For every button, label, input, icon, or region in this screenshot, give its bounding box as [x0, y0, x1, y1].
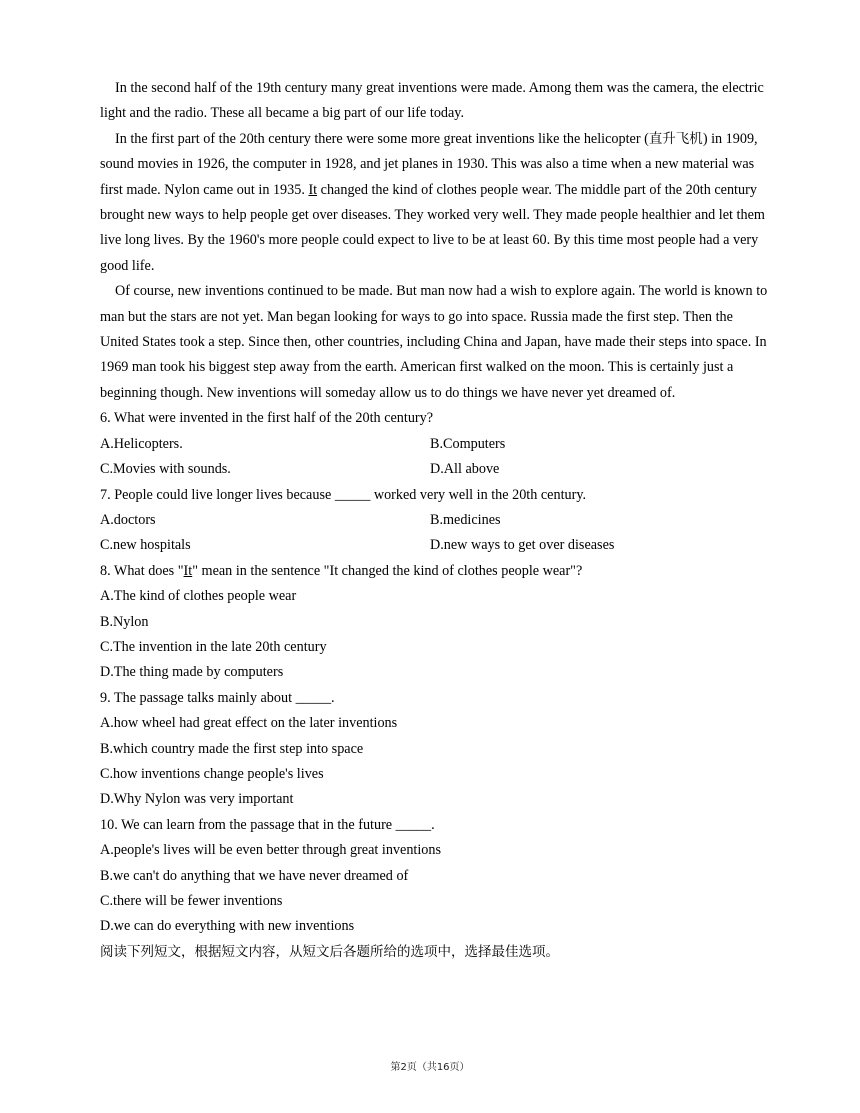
- passage-paragraph-1: In the second half of the 19th century many great inventions were made. Among them was the camera, the electric light and the radio. These all became a big part of our life today.: [100, 80, 764, 122]
- option-a: A.Helicopters.: [100, 435, 183, 452]
- page-footer: 第2页（共16页）: [390, 1062, 470, 1073]
- option-a: A.The kind of clothes people wear: [100, 588, 297, 605]
- question-6-options-row-2: [100, 457, 768, 482]
- option-a: A.doctors: [100, 511, 156, 528]
- underlined-word: It: [308, 181, 318, 198]
- question-text: " mean in the sentence "It changed the kind of clothes people wear"?: [192, 562, 583, 579]
- question-10-stem: 10. We can learn from the passage that in the future _____.: [100, 816, 435, 833]
- question-7-options-row-2: [100, 533, 768, 558]
- question-8-stem: [100, 559, 768, 584]
- question-7-options-row-1: [100, 508, 768, 533]
- option-d: D.we can do everything with new inventions: [100, 918, 355, 935]
- passage-text: In the first part of the 20th century there were some more great inventions like the helicopter (: [115, 130, 649, 147]
- option-c: C.new hospitals: [100, 537, 191, 554]
- question-6-options-row-1: [100, 432, 768, 457]
- option-d: D.new ways to get over diseases: [430, 537, 615, 554]
- passage-text: changed the kind of clothes people wear. The middle part of the 20th century brought new ways to help people get over diseases. They worked very well. They made people healthier and let them live long lives. By the 1960's more people could expect to live to be at least 60. By this time most people had a very good life.: [100, 181, 765, 274]
- option-c: C.how inventions change people's lives: [100, 765, 324, 782]
- chinese-gloss: 直升飞机: [648, 130, 703, 147]
- option-b: B.which country made the first step into space: [100, 740, 364, 757]
- option-b: B.we can't do anything that we have never dreamed of: [100, 867, 409, 884]
- passage-text: ) in 1909, sound movies in 1926, the computer in 1928, and jet planes in 1930. This was also a time when a new material was first made. Nylon came out in 1935.: [100, 130, 758, 198]
- section-instruction: 阅读下列短文，根据短文内容，从短文后各题所给的选项中，选择最佳选项。: [100, 943, 559, 960]
- option-b: B.Computers: [430, 435, 506, 452]
- option-b: B.Nylon: [100, 613, 149, 630]
- option-c: C.The invention in the late 20th century: [100, 638, 327, 655]
- option-d: D.Why Nylon was very important: [100, 791, 294, 808]
- option-a: A.how wheel had great effect on the later inventions: [100, 715, 398, 732]
- option-c: C.Movies with sounds.: [100, 461, 231, 478]
- question-9-stem: 9. The passage talks mainly about _____.: [100, 689, 335, 706]
- underlined-word: It: [183, 562, 193, 579]
- question-6-stem: 6. What were invented in the first half of the 20th century?: [100, 410, 434, 427]
- option-a: A.people's lives will be even better through great inventions: [100, 842, 441, 859]
- passage-paragraph-2: [100, 127, 768, 279]
- option-d: D.The thing made by computers: [100, 664, 284, 681]
- page-content: [100, 76, 768, 965]
- question-7-stem: 7. People could live longer lives because _____ worked very well in the 20th century.: [100, 486, 587, 503]
- option-d: D.All above: [430, 461, 500, 478]
- question-text: 8. What does ": [100, 562, 184, 579]
- passage-paragraph-3: Of course, new inventions continued to be made. But man now had a wish to explore again. The world is known to man but the stars are not yet. Man began looking for ways to go into space. Russia made the first step. Then the United States took a step. Since then, other countries, including China and Japan, have made their steps into space. In 1969 man took his biggest step away from the earth. American first walked on the moon. This is certainly just a beginning though. New inventions will someday allow us to do things we have never yet dreamed of.: [100, 283, 768, 401]
- option-c: C.there will be fewer inventions: [100, 893, 283, 909]
- option-b: B.medicines: [430, 511, 501, 528]
